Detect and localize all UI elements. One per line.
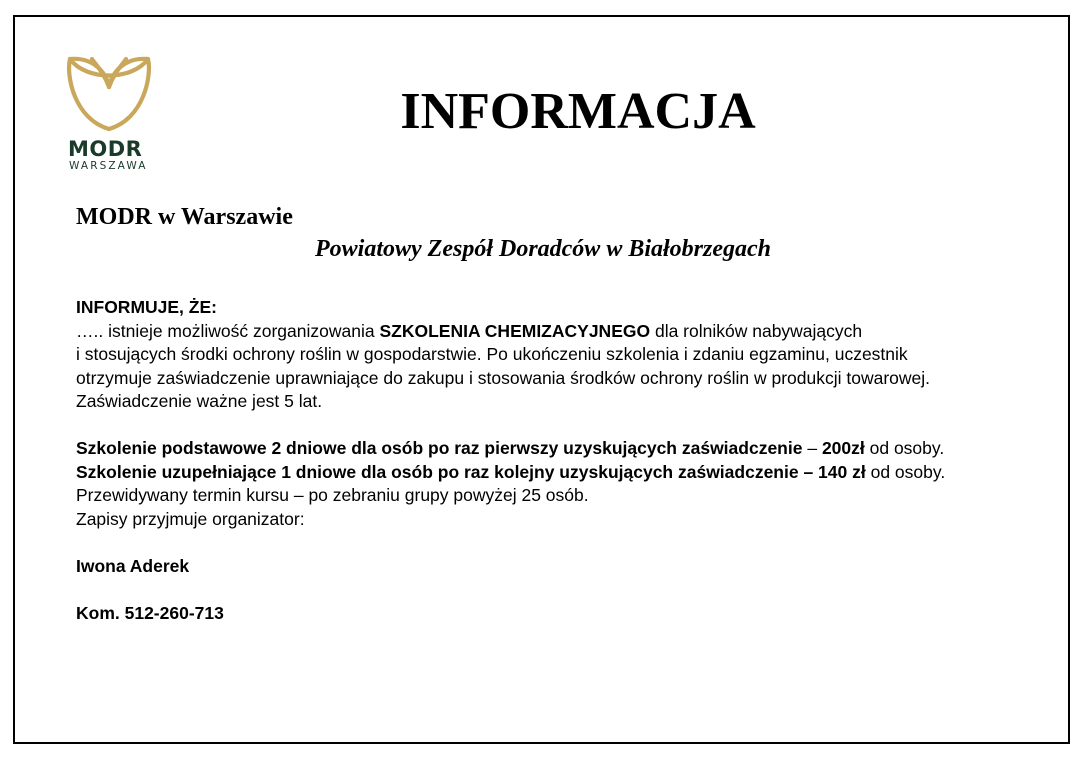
basic-training-line: Szkolenie podstawowe 2 dniowe dla osób po raz pierwszy uzyskujących zaświadczenie – 200zł od osoby. [76,438,945,458]
page-title: INFORMACJA [400,83,756,140]
intro-heading: INFORMUJE, ŻE: [76,297,217,317]
triquetra-icon [66,53,152,135]
enrollment-info: Zapisy przyjmuje organizator: [76,508,305,529]
modr-logo [66,53,156,173]
basic-training-price: 200zł [821,438,865,458]
supplementary-training-line: Szkolenie uzupełniające 1 dniowe dla osób po raz kolejny uzyskujących zaświadczenie – 140 zł od osoby. [76,461,946,482]
intro-line-1: ….. istnieje możliwość zorganizowania SZKOLENIA CHEMIZACYJNEGO dla rolników nabywających [76,320,863,341]
intro-line-3: otrzymuje zaświadczenie uprawniające do zakupu i stosowania środków ochrony roślin w produkcji towarowej. [76,367,931,388]
course-term: Przewidywany termin kursu – po zebraniu grupy powyżej 25 osób. [76,485,589,505]
contact-phone: Kom. 512-260-713 [76,602,224,623]
team-name: Powiatowy Zespół Doradców w Białobrzegach [315,236,771,262]
organization-name: MODR w Warszawie [76,204,293,230]
logo-wordmark: MODR [68,137,143,161]
intro-line-2: i stosujących środki ochrony roślin w gospodarstwie. Po ukończeniu szkolenia i zdaniu egzaminu, uczestnik [76,344,908,364]
logo-subtitle: WARSZAWA [69,160,148,172]
intro-line-4: Zaświadczenie ważne jest 5 lat. [76,391,323,411]
training-name: SZKOLENIA CHEMIZACYJNEGO [379,320,651,341]
contact-name: Iwona Aderek [76,555,190,576]
document-body [76,296,1036,625]
